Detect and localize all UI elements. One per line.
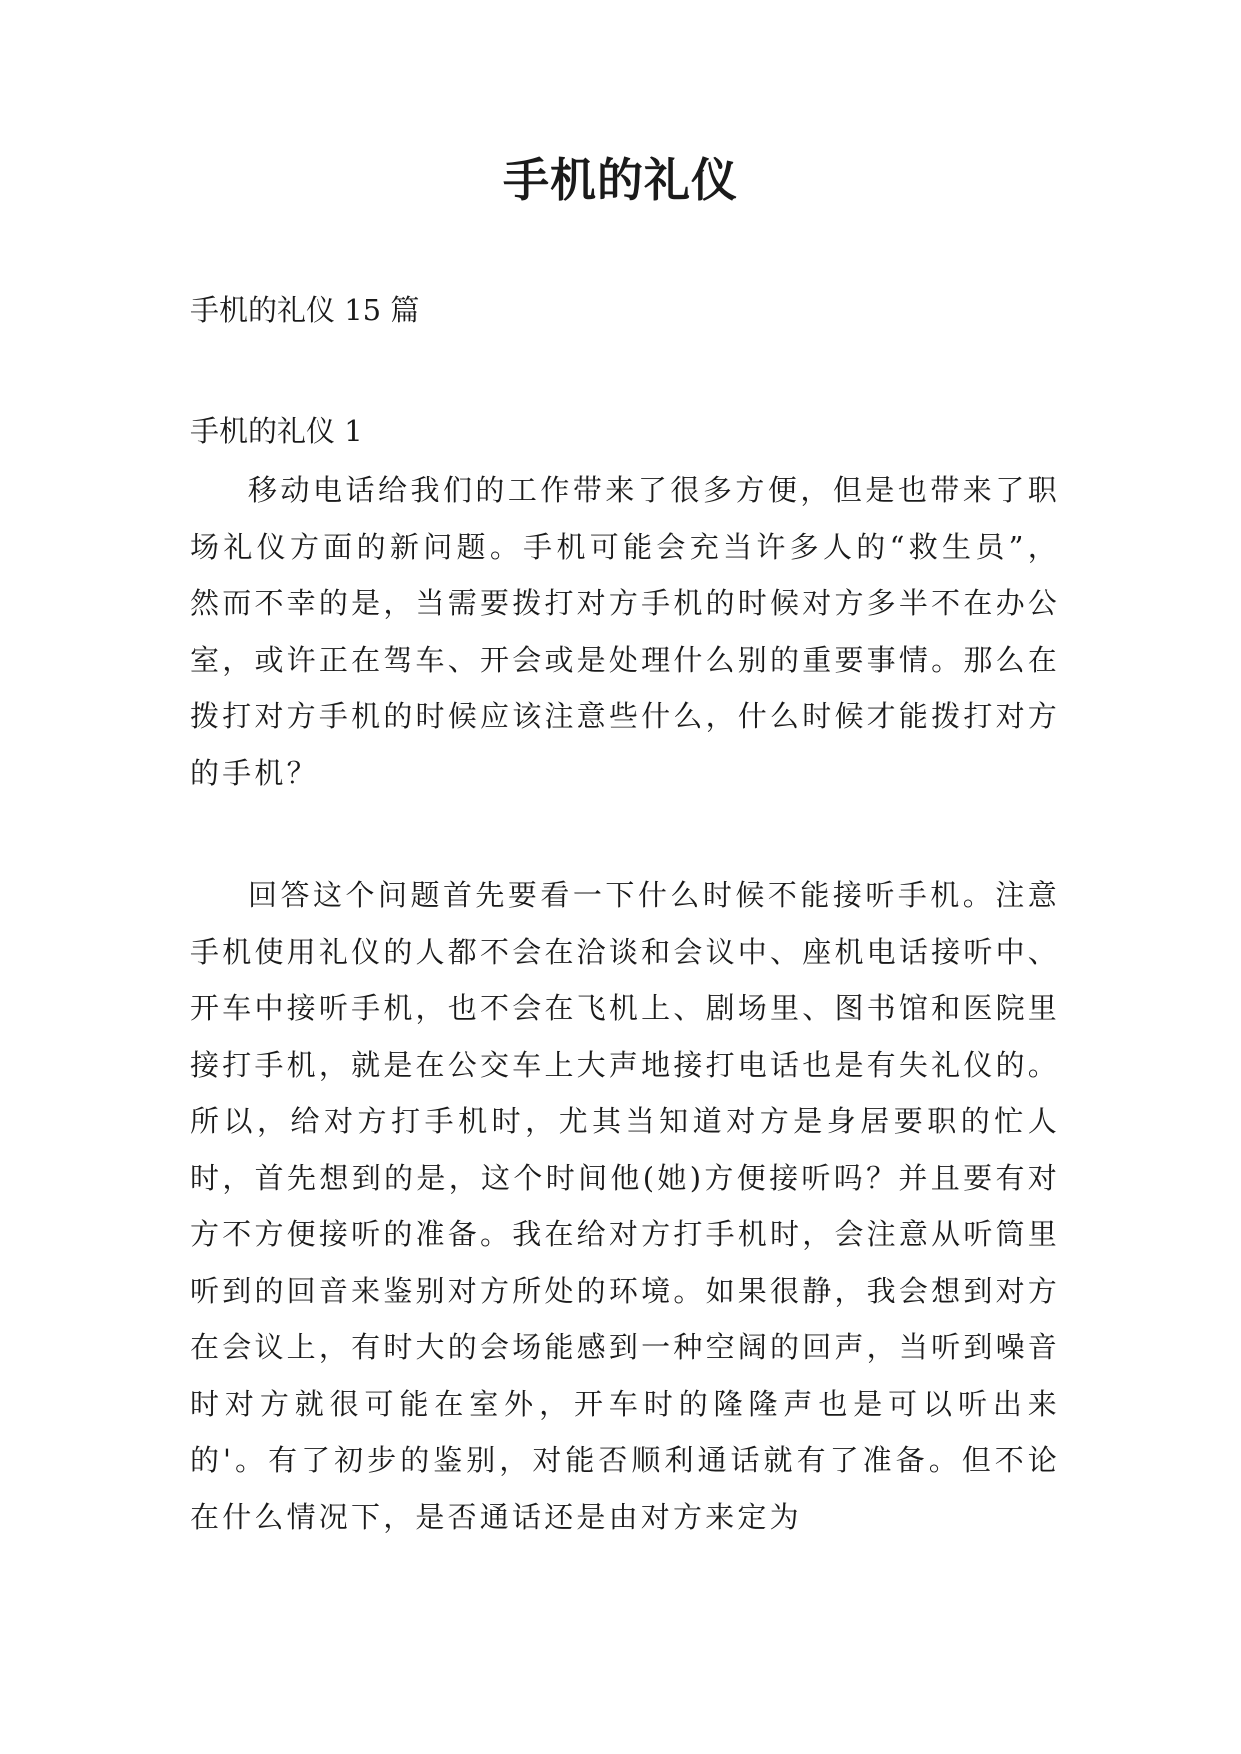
section-heading: 手机的礼仪 1 — [190, 414, 363, 448]
body-paragraph: 回答这个问题首先要看一下什么时候不能接听手机。注意手机使用礼仪的人都不会在洽谈和会议中、座机电话接听中、开车中接听手机，也不会在飞机上、剧场里、图书馆和医院里接打手机，就是在公交车上大声地接打电话也是有失礼仪的。所以，给对方打手机时，尤其当知道对方是身居要职的忙人时，首先想到的是，这个时间他(她)方便接听吗？并且要有对方不方便接听的准备。我在给对方打手机时，会注意从听筒里听到的回音来鉴别对方所处的环境。如果很静，我会想到对方在会议上，有时大的会场能感到一种空阔的回声，当听到噪音时对方就很可能在室外，开车时的隆隆声也是可以听出来的'。有了初步的鉴别，对能否顺利通话就有了准备。但不论在什么情况下，是否通话还是由对方来定为 — [190, 878, 1060, 1534]
document-title: 手机的礼仪 — [503, 153, 738, 207]
body-paragraph: 移动电话给我们的工作带来了很多方便，但是也带来了职场礼仪方面的新问题。手机可能会充当许多人的“救生员”，然而不幸的是，当需要拨打对方手机的时候对方多半不在办公室，或许正在驾车、开会或是处理什么别的重要事情。那么在拨打对方手机的时候应该注意些什么，什么时候才能拨打对方的手机？ — [190, 473, 1060, 790]
document-subtitle: 手机的礼仪 15 篇 — [190, 293, 420, 327]
